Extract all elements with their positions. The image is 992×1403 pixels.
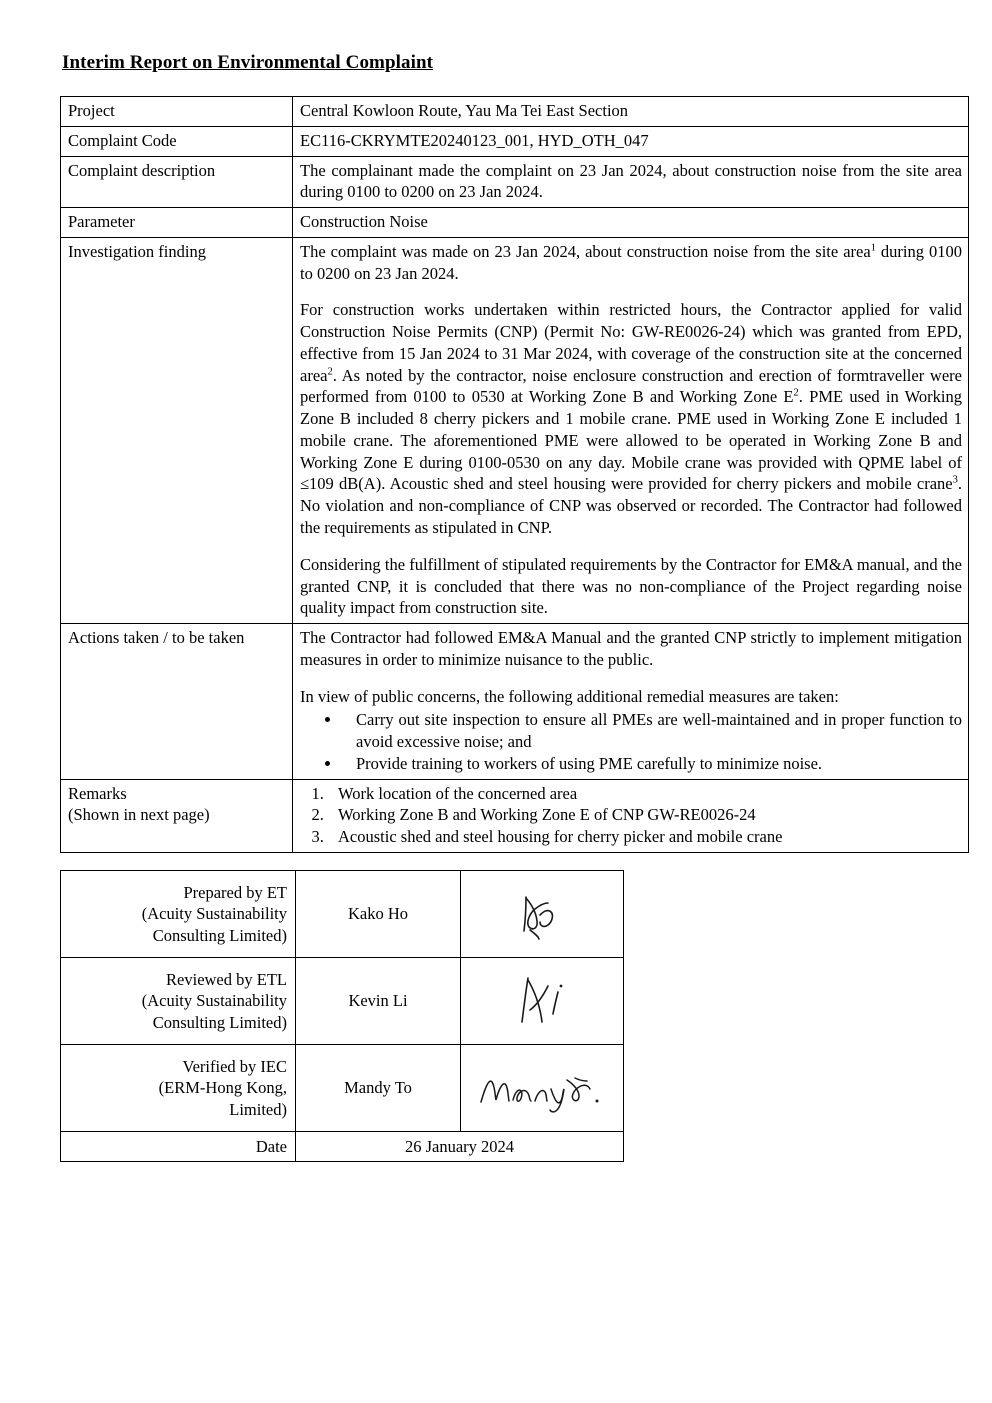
row-label-complaint-description: Complaint description: [61, 156, 293, 208]
investigation-paragraph-2: [300, 299, 962, 538]
table-row-verified-by: [61, 1044, 624, 1131]
row-label-complaint-code: Complaint Code: [61, 126, 293, 156]
role-line-1: Verified by IEC: [182, 1056, 287, 1076]
row-value-complaint-code: EC116-CKRYMTE20240123_001, HYD_OTH_047: [293, 126, 969, 156]
role-line-3: Limited): [229, 1099, 287, 1119]
signature-table: [60, 870, 624, 1162]
remarks-list: [300, 783, 962, 848]
remarks-label-line-1: Remarks: [68, 783, 127, 803]
table-row-complaint-description: [61, 156, 969, 208]
list-item: • Carry out site inspection to ensure all PMEs are well-maintained and in proper function to avoid excessive noise; and: [342, 709, 962, 753]
actions-bullet-list: [300, 709, 962, 774]
signature-role-verified-by: [61, 1044, 296, 1131]
signature-name-reviewed-by: Kevin Li: [296, 957, 461, 1044]
footnote-ref-2b: 2: [793, 387, 799, 399]
row-value-investigation-finding: [293, 237, 969, 623]
table-row-project: [61, 97, 969, 127]
role-line-3: Consulting Limited): [152, 925, 287, 945]
row-label-actions-taken: Actions taken / to be taken: [61, 624, 293, 780]
list-item: 1. Work location of the concerned area: [328, 783, 962, 805]
list-item: 2. Working Zone B and Working Zone E of CNP GW-RE0026-24: [328, 804, 962, 826]
actions-paragraph-1: The Contractor had followed EM&A Manual and the granted CNP strictly to implement mitigation measures in order to minimize nuisance to the public.: [300, 628, 962, 669]
role-line-1: Reviewed by ETL: [166, 969, 287, 989]
investigation-p2-text-b: . As noted by the contractor, noise enclosure construction and erection of formtraveller were performed from 0100 to 0530 at Working Zone B and Working Zone E: [300, 365, 962, 407]
row-label-investigation-finding: Investigation finding: [61, 237, 293, 623]
table-row-remarks: [61, 779, 969, 852]
row-value-remarks: [293, 779, 969, 852]
investigation-paragraph-3: Considering the fulfillment of stipulated requirements by the Contractor for EM&A manual, and the granted CNP, it is concluded that there was no non-compliance of the Project regarding noise quality impact from construction site.: [300, 554, 962, 618]
role-line-2: (Acuity Sustainability: [141, 904, 287, 924]
page-title: Interim Report on Environmental Complaint: [62, 52, 434, 73]
signature-name-prepared-by: Kako Ho: [296, 870, 461, 957]
signature-kako-ho-icon: [482, 881, 602, 947]
signature-name-verified-by: Mandy To: [296, 1044, 461, 1131]
list-item: 3. Acoustic shed and steel housing for cherry picker and mobile crane: [328, 826, 962, 848]
investigation-p1-text-b: during 0100 to 0200 on 23 Jan 2024.: [300, 241, 962, 283]
investigation-p1-text-a: The complaint was made on 23 Jan 2024, about construction noise from the site area: [300, 241, 871, 261]
signature-date-value: 26 January 2024: [296, 1131, 624, 1161]
list-item: • Provide training to workers of using PME carefully to minimize noise.: [342, 753, 962, 775]
signature-mandy-to-icon: [475, 1058, 609, 1118]
investigation-p2-text-a: For construction works undertaken within restricted hours, the Contractor applied for valid Construction Noise Permits (CNP) (Permit No: GW-RE0026-24) which was granted from EPD, effective from 15 Jan 2024 to 31 Mar 2024, with coverage of the construction site at the concerned area: [300, 300, 962, 385]
table-row-date: [61, 1131, 624, 1161]
actions-paragraph-2: In view of public concerns, the following additional remedial measures are taken:: [300, 686, 839, 706]
signature-role-prepared-by: [61, 870, 296, 957]
remarks-label-line-2: (Shown in next page): [68, 805, 210, 825]
role-line-1: Prepared by ET: [183, 882, 287, 902]
row-label-project: Project: [61, 97, 293, 127]
role-line-3: Consulting Limited): [152, 1012, 287, 1032]
role-line-2: (ERM-Hong Kong,: [158, 1078, 287, 1098]
investigation-p2-text-c: . PME used in Working Zone B included 8 cherry pickers and 1 mobile crane. PME used in Working Zone E included 1 mobile crane. The aforementioned PME were allowed to be operated in Working Zone B and Working Zone E during 0100-0530 on any day. Mobile crane was provided with QPME label of ≤109 dB(A). Acoustic shed and steel housing were provided for cherry pickers and mobile crane: [300, 387, 962, 494]
signature-role-reviewed-by: [61, 957, 296, 1044]
row-value-project: Central Kowloon Route, Yau Ma Tei East Section: [293, 97, 969, 127]
table-row-investigation-finding: [61, 237, 969, 623]
row-value-parameter: Construction Noise: [293, 208, 969, 238]
signature-date-label: Date: [61, 1131, 296, 1161]
row-label-remarks: [61, 779, 293, 852]
footnote-ref-1: 1: [870, 242, 876, 254]
table-row-reviewed-by: [61, 957, 624, 1044]
role-line-2: (Acuity Sustainability: [141, 991, 287, 1011]
table-row-actions-taken: [61, 624, 969, 780]
complaint-details-table: [60, 96, 969, 853]
investigation-paragraph-1: [300, 241, 962, 285]
row-value-actions-taken: [293, 624, 969, 780]
row-value-complaint-description: The complainant made the complaint on 23 Jan 2024, about construction noise from the site area during 0100 to 0200 on 23 Jan 2024.: [293, 156, 969, 208]
signature-image-prepared-by: [461, 870, 624, 957]
row-label-parameter: Parameter: [61, 208, 293, 238]
footnote-ref-3: 3: [952, 474, 958, 486]
table-row-prepared-by: [61, 870, 624, 957]
investigation-p2-text-d: . No violation and non-compliance of CNP was observed or recorded. The Contractor had followed the requirements as stipulated in CNP.: [300, 474, 962, 538]
signature-image-verified-by: [461, 1044, 624, 1131]
table-row-parameter: [61, 208, 969, 238]
table-row-complaint-code: [61, 126, 969, 156]
signature-kevin-li-icon: [482, 966, 602, 1036]
footnote-ref-2a: 2: [327, 366, 333, 378]
signature-image-reviewed-by: [461, 957, 624, 1044]
